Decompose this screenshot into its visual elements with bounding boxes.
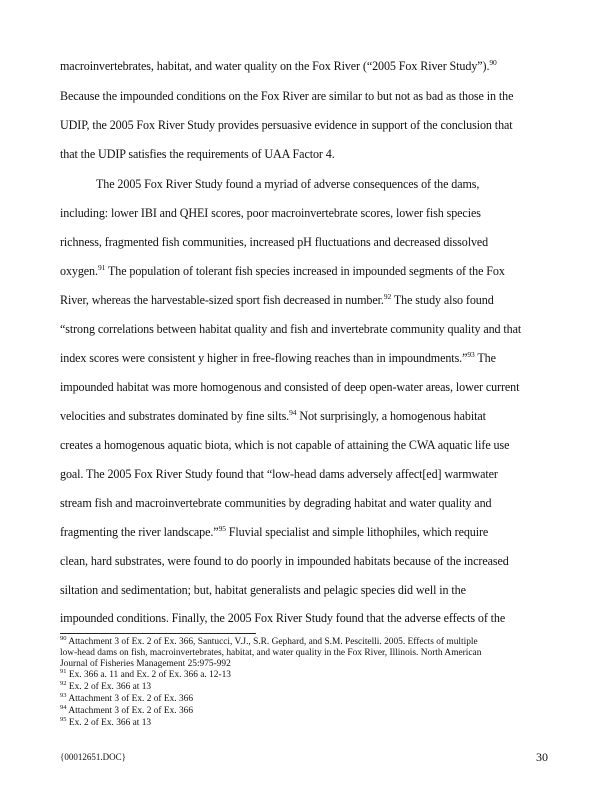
- body-line: River, whereas the harvestable-sized sport fish decreased in number.$^{92}$ The study also found: [60, 291, 494, 307]
- body-line: goal. The 2005 Fox River Study found that “low-head dams adversely affect[ed] warmwater: [60, 467, 498, 481]
- footnote: low-head dams on fish, macroinvertebrates, habitat, and water quality in the Fox River, Illinois. North American: [60, 648, 482, 658]
- body-line: UDIP, the 2005 Fox River Study provides persuasive evidence in support of the conclusion that: [60, 118, 513, 132]
- body-line: Because the impounded conditions on the Fox River are similar to but not as bad as those in the: [60, 89, 514, 103]
- footnote: $^{91}$ Ex. 366 a. 11 and Ex. 2 of Ex. 366 a. 12-13: [60, 667, 231, 680]
- body-line: siltation and sedimentation; but, habitat generalists and pelagic species did well in the: [60, 583, 466, 597]
- body-line: impounded habitat was more homogenous and consisted of deep open-water areas, lower current: [60, 380, 520, 394]
- page-number: 30: [536, 750, 548, 764]
- body-line: index scores were consistent y higher in free-flowing reaches than in impoundments.”$^{93}$ The: [60, 349, 496, 365]
- footnote: $^{95}$ Ex. 2 of Ex. 366 at 13: [60, 715, 152, 728]
- body-line: creates a homogenous aquatic biota, which is not capable of attaining the CWA aquatic life use: [60, 438, 510, 452]
- document-id: {00012651.DOC}: [60, 752, 126, 762]
- body-line: stream fish and macroinvertebrate communities by degrading habitat and water quality and: [60, 496, 492, 510]
- footnote: $^{94}$ Attachment 3 of Ex. 2 of Ex. 366: [60, 703, 194, 716]
- body-line: “strong correlations between habitat quality and fish and invertebrate community quality and that: [60, 322, 522, 336]
- body-line: clean, hard substrates, were found to do poorly in impounded habitats because of the increased: [60, 554, 509, 568]
- body-line: impounded conditions. Finally, the 2005 Fox River Study found that the adverse effects of the: [60, 611, 506, 625]
- footnote: $^{90}$ Attachment 3 of Ex. 2 of Ex. 366, Santucci, V.J., S.R. Gephard, and S.M. Pescitelli. 2005. Effects of multiple: [60, 634, 478, 647]
- body-line: The 2005 Fox River Study found a myriad of adverse consequences of the dams,: [96, 177, 480, 191]
- footnote: $^{92}$ Ex. 2 of Ex. 366 at 13: [60, 679, 152, 692]
- body-line: that the UDIP satisfies the requirements of UAA Factor 4.: [60, 147, 335, 161]
- body-line: velocities and substrates dominated by fine silts.$^{94}$ Not surprisingly, a homogenous habitat: [60, 407, 486, 423]
- body-line: fragmenting the river landscape.”$^{95}$ Fluvial specialist and simple lithophiles, which require: [60, 523, 489, 539]
- body-line: richness, fragmented fish communities, increased pH fluctuations and decreased dissolved: [60, 235, 489, 249]
- footnote: Journal of Fisheries Management 25:975-992: [60, 659, 231, 669]
- footnote: $^{93}$ Attachment 3 of Ex. 2 of Ex. 366: [60, 691, 194, 704]
- body-line: macroinvertebrates, habitat, and water quality on the Fox River (“2005 Fox River Study”).$^{90}$: [60, 57, 497, 73]
- footnote-separator: [60, 633, 256, 634]
- body-line: including: lower IBI and QHEI scores, poor macroinvertebrate scores, lower fish species: [60, 206, 481, 220]
- body-line: oxygen.$^{91}$ The population of tolerant fish species increased in impounded segments of the Fox: [60, 262, 505, 278]
